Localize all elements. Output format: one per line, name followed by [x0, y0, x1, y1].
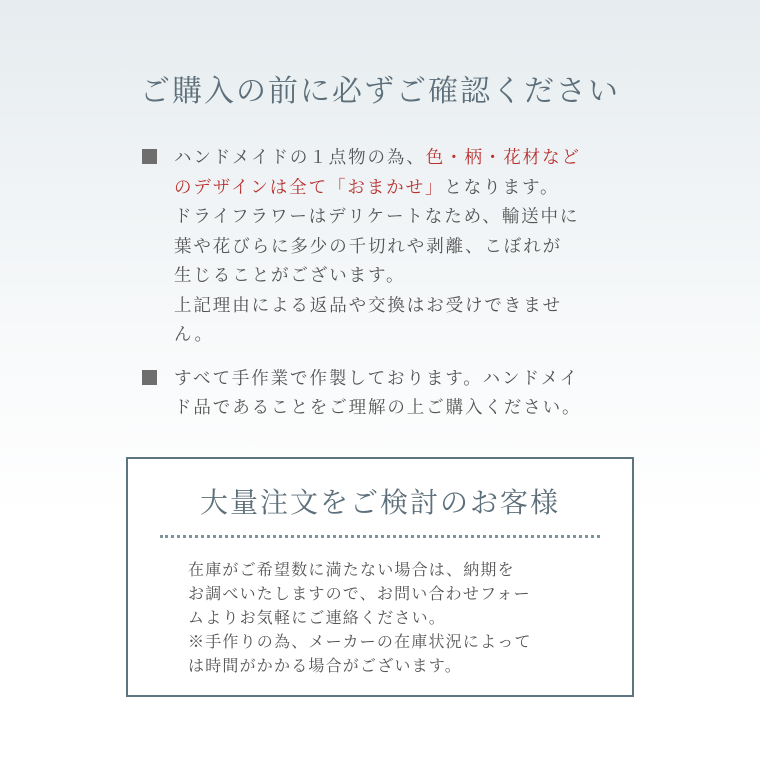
- notice-1-line-7: ん。: [174, 325, 214, 345]
- square-bullet-icon: [142, 370, 157, 385]
- notice-1-line-5: 生じることがございます。: [174, 266, 406, 286]
- highlight-text: のデザインは全て「おまかせ」: [174, 177, 445, 198]
- highlight-text: 色・柄・花材など: [425, 148, 581, 168]
- notice-1-line-4: 葉や花びらに多少の千切れや剥離、こぼれが: [174, 236, 562, 257]
- square-bullet-icon: [142, 149, 157, 164]
- bulk-order-line-2: お調べいたしますので、お問い合わせフォー: [188, 584, 531, 603]
- notice-2-line-1: すべて手作業で作製しております。ハンドメイ: [174, 368, 580, 389]
- text-segment: ハンドメイドの１点物の為、: [174, 148, 426, 168]
- notice-2-line-2: ド品であることをご理解の上ご購入ください。: [174, 398, 582, 418]
- bulk-order-box: [126, 457, 634, 697]
- notice-1-line-3: ドライフラワーはデリケートなため、輸送中に: [174, 207, 580, 227]
- notice-1-line-1: [174, 144, 581, 174]
- dotted-divider: [160, 535, 600, 538]
- bulk-order-body: [128, 558, 632, 678]
- page-title: ご購入の前に必ずご確認ください: [140, 74, 620, 109]
- bulk-order-line-5: は時間がかかる場合がございます。: [188, 656, 462, 675]
- notice-1-line-6: 上記理由による返品や交換はお受けできませ: [174, 295, 562, 316]
- bulk-order-line-4: ※手作りの為、メーカーの在庫状況によって: [188, 632, 532, 651]
- notice-item-1: [142, 144, 622, 351]
- bulk-order-line-1: 在庫がご希望数に満たない場合は、納期を: [188, 560, 515, 579]
- text-segment: となります。: [444, 177, 560, 198]
- notice-item-2: [142, 365, 622, 424]
- bulk-order-title: 大量注文をご検討のお客様: [199, 486, 560, 519]
- notice-text-2: [174, 365, 581, 424]
- notice-1-line-2: [174, 174, 581, 204]
- notice-text-1: [174, 144, 581, 351]
- notice-list: [142, 144, 622, 438]
- bulk-order-line-3: ムよりお気軽にご連絡ください。: [188, 608, 447, 627]
